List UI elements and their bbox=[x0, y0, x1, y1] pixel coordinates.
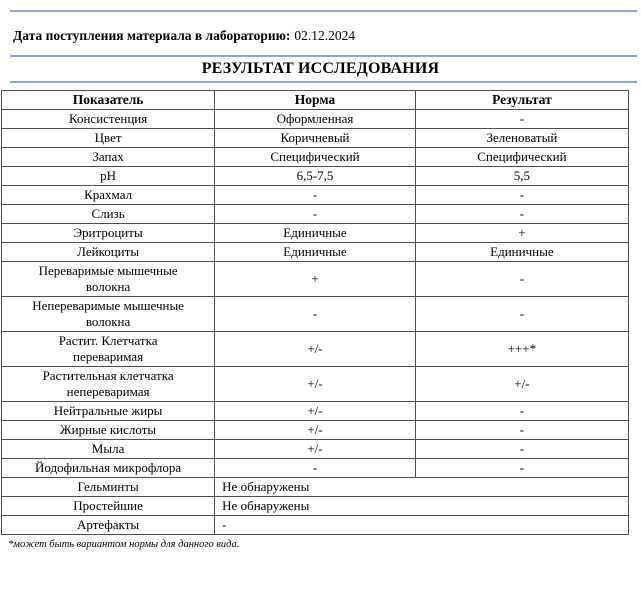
result-cell: Зеленоватый bbox=[415, 129, 628, 148]
table-row bbox=[2, 224, 629, 243]
table-row bbox=[2, 243, 629, 262]
norm-cell: 6,5-7,5 bbox=[215, 167, 416, 186]
norm-cell: Единичные bbox=[215, 224, 416, 243]
indicator-cell: Консистенция bbox=[2, 110, 215, 129]
result-cell: + bbox=[415, 224, 628, 243]
table-row bbox=[2, 110, 629, 129]
result-cell: - bbox=[415, 297, 628, 332]
receipt-date-line bbox=[13, 27, 641, 44]
norm-cell: +/- bbox=[215, 402, 416, 421]
result-cell: Единичные bbox=[415, 243, 628, 262]
table-row bbox=[2, 440, 629, 459]
indicator-cell: Жирные кислоты bbox=[2, 421, 215, 440]
result-cell: - bbox=[415, 262, 628, 297]
table-header-row bbox=[2, 91, 629, 110]
norm-cell: Не обнаружены bbox=[215, 478, 629, 497]
norm-cell: - bbox=[215, 516, 629, 535]
indicator-cell: Эритроциты bbox=[2, 224, 215, 243]
receipt-date-label: Дата поступления материала в лабораторию: bbox=[13, 28, 291, 43]
norm-cell: - bbox=[215, 459, 416, 478]
results-table bbox=[1, 90, 629, 535]
indicator-cell: Лейкоциты bbox=[2, 243, 215, 262]
indicator-cell: Гельминты bbox=[2, 478, 215, 497]
table-row bbox=[2, 516, 629, 535]
table-row bbox=[2, 148, 629, 167]
column-header-indicator: Показатель bbox=[2, 91, 215, 110]
indicator-cell: Переваримые мышечные волокна bbox=[2, 262, 215, 297]
table-row bbox=[2, 421, 629, 440]
indicator-cell: pH bbox=[2, 167, 215, 186]
table-row bbox=[2, 129, 629, 148]
norm-cell: + bbox=[215, 262, 416, 297]
indicator-cell: Крахмал bbox=[2, 186, 215, 205]
table-row bbox=[2, 459, 629, 478]
indicator-cell: Непереваримые мышечные волокна bbox=[2, 297, 215, 332]
result-cell: - bbox=[415, 440, 628, 459]
divider-above-title bbox=[10, 55, 637, 57]
receipt-date-value: 02.12.2024 bbox=[294, 28, 356, 43]
indicator-cell: Мыла bbox=[2, 440, 215, 459]
top-divider bbox=[10, 10, 637, 12]
indicator-cell: Простейшие bbox=[2, 497, 215, 516]
norm-cell: Специфический bbox=[215, 148, 416, 167]
table-row bbox=[2, 167, 629, 186]
indicator-cell: Цвет bbox=[2, 129, 215, 148]
indicator-cell: Растит. Клетчатка переваримая bbox=[2, 332, 215, 367]
table-row bbox=[2, 367, 629, 402]
indicator-cell: Слизь bbox=[2, 205, 215, 224]
table-row bbox=[2, 297, 629, 332]
indicator-cell: Запах bbox=[2, 148, 215, 167]
footnote: *может быть вариантом нормы для данного вида. bbox=[8, 539, 240, 550]
norm-cell: - bbox=[215, 205, 416, 224]
column-header-norm: Норма bbox=[215, 91, 416, 110]
result-cell: +/- bbox=[415, 367, 628, 402]
result-cell: - bbox=[415, 402, 628, 421]
page-title: РЕЗУЛЬТАТ ИССЛЕДОВАНИЯ bbox=[201, 60, 440, 77]
column-header-result: Результат bbox=[415, 91, 628, 110]
table-row bbox=[2, 402, 629, 421]
norm-cell: - bbox=[215, 297, 416, 332]
result-cell: - bbox=[415, 421, 628, 440]
table-row bbox=[2, 478, 629, 497]
result-cell: Специфический bbox=[415, 148, 628, 167]
table-row bbox=[2, 186, 629, 205]
indicator-cell: Нейтральные жиры bbox=[2, 402, 215, 421]
result-cell: - bbox=[415, 186, 628, 205]
table-row bbox=[2, 497, 629, 516]
norm-cell: - bbox=[215, 186, 416, 205]
lab-report-document bbox=[0, 10, 641, 551]
table-row bbox=[2, 332, 629, 367]
indicator-cell: Артефакты bbox=[2, 516, 215, 535]
result-cell: - bbox=[415, 110, 628, 129]
table-row bbox=[2, 262, 629, 297]
result-cell: - bbox=[415, 205, 628, 224]
indicator-cell: Растительная клетчатка непереваримая bbox=[2, 367, 215, 402]
norm-cell: Единичные bbox=[215, 243, 416, 262]
indicator-cell: Йодофильная микрофлора bbox=[2, 459, 215, 478]
norm-cell: +/- bbox=[215, 367, 416, 402]
result-cell: +++* bbox=[415, 332, 628, 367]
table-row bbox=[2, 205, 629, 224]
norm-cell: +/- bbox=[215, 332, 416, 367]
norm-cell: +/- bbox=[215, 440, 416, 459]
norm-cell: Коричневый bbox=[215, 129, 416, 148]
result-cell: - bbox=[415, 459, 628, 478]
norm-cell: +/- bbox=[215, 421, 416, 440]
result-cell: 5,5 bbox=[415, 167, 628, 186]
norm-cell: Не обнаружены bbox=[215, 497, 629, 516]
divider-below-title bbox=[10, 81, 637, 83]
norm-cell: Оформленная bbox=[215, 110, 416, 129]
